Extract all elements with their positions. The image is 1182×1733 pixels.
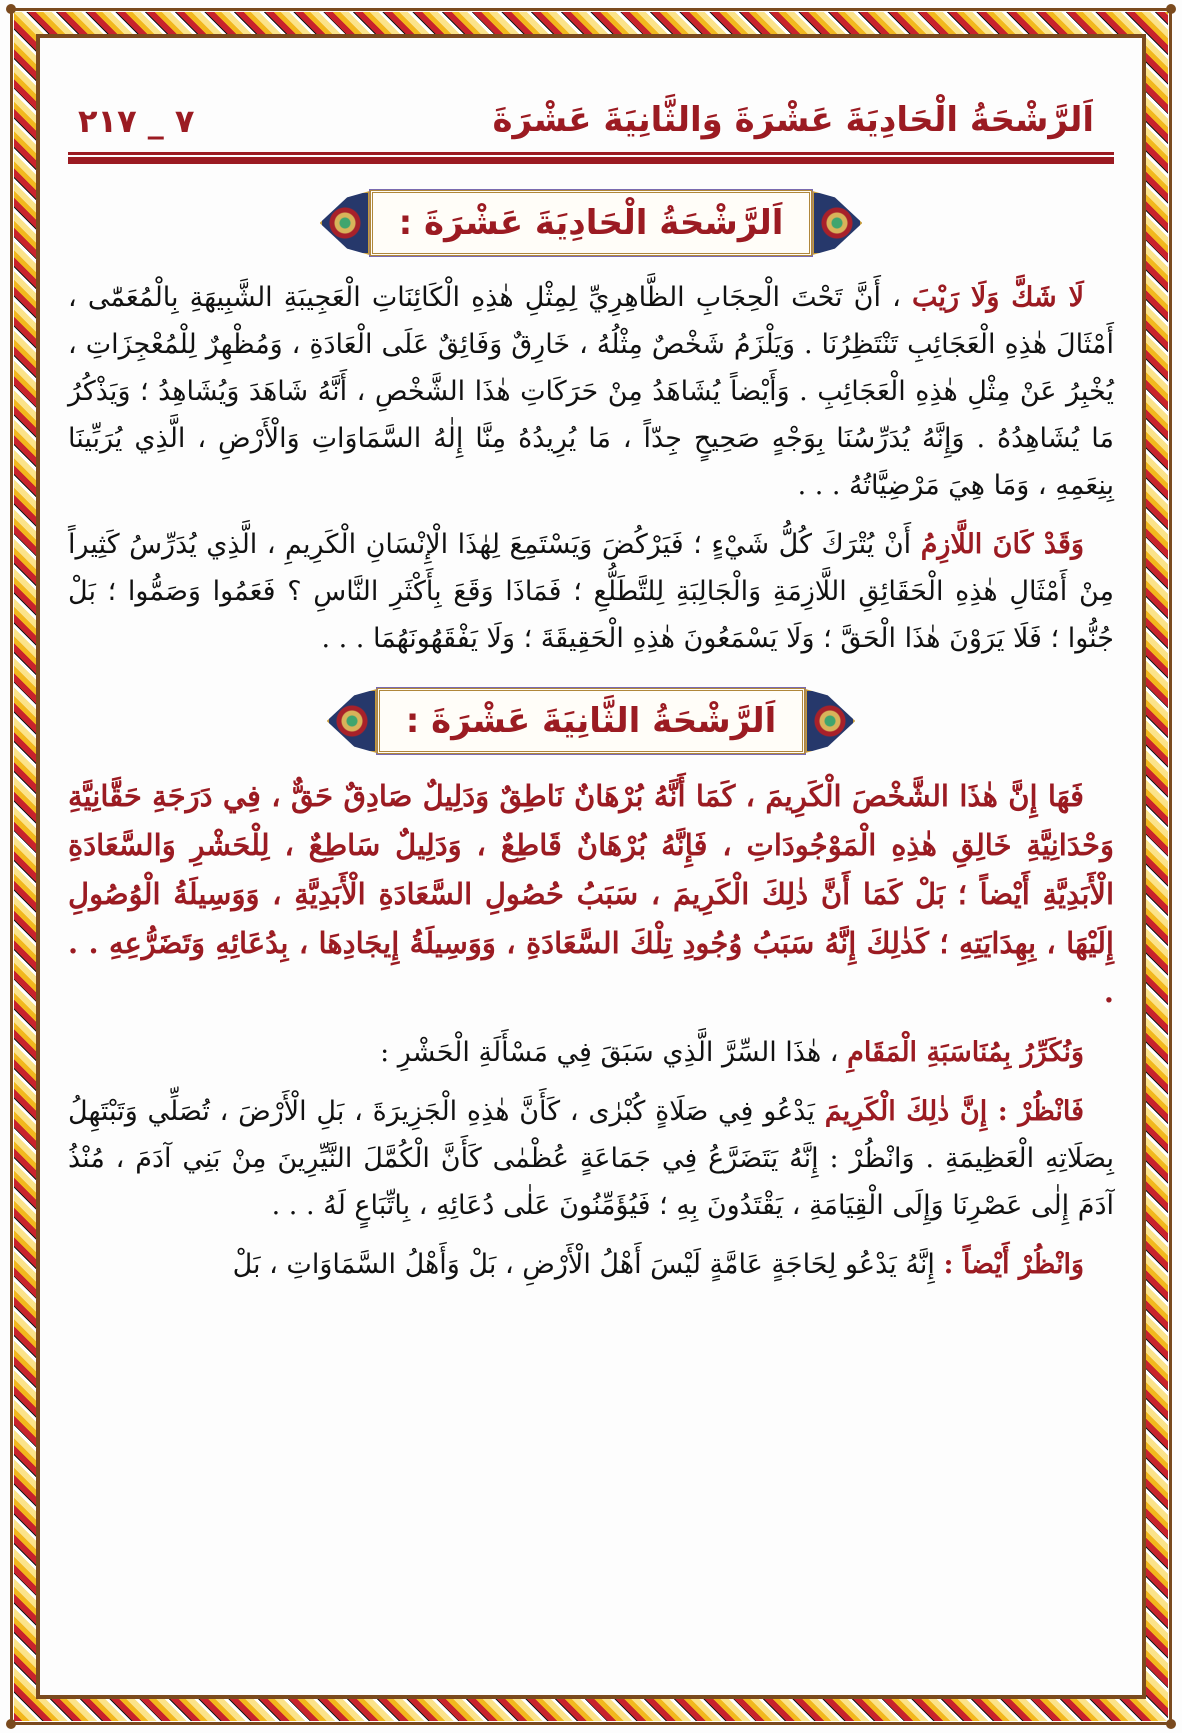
heading-banner <box>327 688 856 754</box>
section-heading-11 <box>68 190 1114 256</box>
arabesque-ornament-icon <box>812 191 862 255</box>
paragraph <box>68 521 1114 662</box>
paragraph-lead: وَنُكَرِّرُ بِمُنَاسَبَةِ الْمَقَامِ <box>847 1037 1084 1068</box>
page-number: ٧ _ ٢١٧ <box>78 102 195 140</box>
paragraph-lead: وَقَدْ كَانَ اللَّازِمُ <box>920 529 1084 560</box>
divider-thin <box>68 152 1114 155</box>
arabesque-ornament-icon <box>327 689 377 753</box>
heading-text: اَلرَّشْحَةُ الْحَادِيَةَ عَشْرَةَ : <box>370 190 813 256</box>
divider-thick <box>68 157 1114 164</box>
header-divider <box>68 152 1114 164</box>
highlighted-paragraph: فَهَا إِنَّ هٰذَا الشَّخْصَ الْكَرِيمَ ، كَمَا أَنَّهُ بُرْهَانٌ نَاطِقٌ وَدَلِيلٌ صَادِقٌ حَقٌّ ، فِي دَرَجَةِ حَقَّانِيَّةِ وَحْدَانِيَّةِ خَالِقِ هٰذِهِ الْمَوْجُودَاتِ ، فَإِنَّهُ بُرْهَانٌ قَاطِعٌ ، وَدَلِيلٌ سَاطِعٌ ، لِلْحَشْرِ وَالسَّعَادَةِ الْأَبَدِيَّةِ أَيْضاً ؛ بَلْ كَمَا أَنَّ ذٰلِكَ الْكَرِيمَ ، سَبَبُ حُصُولِ السَّعَادَةِ الْأَبَدِيَّةِ ، وَوَسِيلَةُ الْوُصُولِ إِلَيْهَا ، بِهِدَايَتِهِ ؛ كَذٰلِكَ إِنَّهُ سَبَبُ وُجُودِ تِلْكَ السَّعَادَةِ ، وَوَسِيلَةُ إِيجَادِهَا ، بِدُعَائِهِ وَتَضَرُّعِهِ . . . <box>68 779 1114 1009</box>
page-content <box>68 80 1114 1300</box>
corner-ornament-icon <box>1166 1719 1176 1729</box>
paragraph-lead: فَانْظُرْ : إِنَّ ذٰلِكَ الْكَرِيمَ <box>824 1096 1084 1127</box>
running-title: اَلرَّشْحَةُ الْحَادِيَةَ عَشْرَةَ وَالثَّانِيَةَ عَشْرَةَ <box>492 100 1094 140</box>
paragraph-text: إِنَّهُ يَدْعُو لِحَاجَةٍ عَامَّةٍ لَيْسَ أَهْلُ الْأَرْضِ ، بَلْ وَأَهْلُ السَّمَاوَاتِ ، بَلْ <box>232 1249 935 1280</box>
paragraph <box>68 274 1114 509</box>
running-header <box>68 80 1114 140</box>
paragraph-lead: وَانْظُرْ أَيْضاً : <box>943 1249 1084 1280</box>
heading-text: اَلرَّشْحَةُ الثَّانِيَةَ عَشْرَةَ : <box>377 688 806 754</box>
corner-ornament-icon <box>1166 4 1176 14</box>
paragraph-lead: لَا شَكَّ وَلَا رَيْبَ <box>911 282 1084 313</box>
arabesque-ornament-icon <box>805 689 855 753</box>
heading-banner <box>320 190 863 256</box>
paragraph-text: يَدْعُو فِي صَلَاةٍ كُبْرٰى ، كَأَنَّ هٰذِهِ الْجَزِيرَةَ ، بَلِ الْأَرْضَ ، تُصَلِّي وَتَبْتَهِلُ بِصَلَاتِهِ الْعَظِيمَةِ . وَانْظُرْ : إِنَّهُ يَتَضَرَّعُ فِي جَمَاعَةٍ عُظْمٰى كَأَنَّ الْكُمَّلَ النَّيِّرِينَ مِنْ بَنِي آدَمَ ، مُنْذُ آدَمَ إِلٰى عَصْرِنَا وَإِلَى الْقِيَامَةِ ، يَقْتَدُونَ بِهِ ؛ فَيُؤَمِّنُونَ عَلٰى دُعَائِهِ ، بِاتِّبَاعٍ لَهُ . . . <box>68 1096 1114 1221</box>
corner-ornament-icon <box>6 1719 16 1729</box>
paragraph-text: ، هٰذَا السِّرَّ الَّذِي سَبَقَ فِي مَسْأَلَةِ الْحَشْرِ : <box>380 1037 839 1068</box>
paragraph-text: أَنْ يُتْرَكَ كُلُّ شَيْءٍ ؛ فَيَرْكُضَ وَيَسْتَمِعَ لِهٰذَا الْإِنْسَانِ الْكَرِيمِ ، الَّذِي يُدَرِّسُ كَثِيراً مِنْ أَمْثَالِ هٰذِهِ الْحَقَائِقِ اللَّازِمَةِ وَالْجَالِبَةِ لِلتَّطَلُّعِ ؛ فَمَاذَا وَقَعَ بِأَكْثَرِ النَّاسِ ؟ فَعَمُوا وَصَمُّوا ؛ بَلْ جُنُّوا ؛ فَلَا يَرَوْنَ هٰذَا الْحَقَّ ؛ وَلَا يَسْمَعُونَ هٰذِهِ الْحَقِيقَةَ ؛ وَلَا يَفْقَهُونَهُمَا . . . <box>68 529 1114 654</box>
paragraph <box>68 1029 1114 1076</box>
section-heading-12 <box>68 688 1114 754</box>
arabesque-ornament-icon <box>320 191 370 255</box>
paragraph <box>68 1088 1114 1229</box>
corner-ornament-icon <box>6 4 16 14</box>
paragraph <box>68 1241 1114 1288</box>
paragraph-text: ، أَنَّ تَحْتَ الْحِجَابِ الظَّاهِرِيِّ لِمِثْلِ هٰذِهِ الْكَائِنَاتِ الْعَجِيبَةِ الشَّبِيهَةِ بِالْمُعَمّٰى ، أَمْثَالَ هٰذِهِ الْعَجَائِبِ تَنْتَظِرُنَا . وَيَلْزَمُ شَخْصٌ مِثْلُهُ ، خَارِقٌ وَفَائِقٌ عَلَى الْعَادَةِ ، وَمُظْهِرٌ لِلْمُعْجِزَاتِ ، يُخْبِرُ عَنْ مِثْلِ هٰذِهِ الْعَجَائِبِ . وَأَيْضاً يُشَاهَدُ مِنْ حَرَكَاتِ هٰذَا الشَّخْصِ ، أَنَّهُ شَاهَدَ وَيُشَاهِدُ ؛ وَيَذْكُرُ مَا يُشَاهِدُهُ . وَإِنَّهُ يُدَرِّسُنَا بِوَجْهٍ صَحِيحٍ جِدّاً ، مَا يُرِيدُهُ مِنَّا إِلٰهُ السَّمَاوَاتِ وَالْأَرْضِ ، الَّذِي يُرَبِّينَا بِنِعَمِهِ ، وَمَا هِيَ مَرْضِيَّاتُهُ . . . <box>68 282 1114 501</box>
